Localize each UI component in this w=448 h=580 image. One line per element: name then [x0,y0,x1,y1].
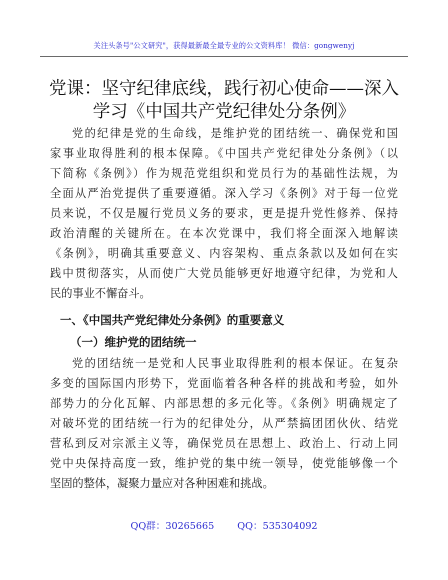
title-line-2: 学习《中国共产党纪律处分条例》 [92,102,356,122]
qq-number: QQ：535304092 [237,521,318,532]
section-heading: 一、《中国共产党纪律处分条例》的重要意义 [60,313,285,327]
qq-group: QQ群：30265665 [130,521,215,532]
paragraph-line: 营私到反对宗派主义等，确保党员在思想上、政治上、行动上同 [50,437,398,450]
footer-contact [40,518,408,532]
paragraph-line: 民的事业不懈奋斗。 [50,287,151,300]
paragraph-line: 党中央保持高度一致，维护党的集中统一领导，使党能够像一个 [50,457,398,470]
paragraph-line: 践中贯彻落实，从而使广大党员能够更好地遵守纪律，为党和人 [50,267,398,280]
paragraph-line: 《条例》，明确其重要意义、内容架构、重点条款以及如何在实 [50,247,398,260]
paragraph-line: 对破坏党的团结统一行为的纪律处分，从严禁搞团团伙伙、结党 [50,417,398,430]
header-notice: 关注头条号"公文研究"，获得最新最全最专业的公文资料库！ 微信：gongwenyj [93,41,355,50]
paragraph-line: 部势力的分化瓦解、内部思想的多元化等。《条例》明确规定了 [50,397,398,410]
paragraph-line: 全面从严治党提供了重要遵循。深入学习《条例》对于每一位党 [50,187,398,200]
paragraph-line: 家事业取得胜利的根本保障。《中国共产党纪律处分条例》（以 [50,147,398,160]
paragraph-line: 政治清醒的关键所在。在本次党课中，我们将全面深入地解读 [50,227,398,240]
unity-paragraph [50,354,398,494]
paragraph-line: 员来说，不仅是履行党员义务的要求，更是提升党性修养、保持 [50,207,398,220]
paragraph-line: 党的纪律是党的生命线，是维护党的团结统一、确保党和国 [72,127,398,140]
document-title [48,78,400,124]
paragraph-line: 党的团结统一是党和人民事业取得胜利的根本保证。在复杂 [72,357,398,370]
paragraph-line: 坚固的整体，凝聚力量应对各种困难和挑战。 [50,477,274,490]
paragraph-line: 下简称《条例》）作为规范党组织和党员行为的基础性法规，为 [50,167,398,180]
title-line-1: 党课：坚守纪律底线，践行初心使命——深入 [49,79,399,99]
subsection-heading: （一）维护党的团结统一 [70,335,197,349]
intro-paragraph [50,124,398,304]
paragraph-line: 多变的国际国内形势下，党面临着各种各样的挑战和考验，如外 [50,377,398,390]
header-divider [40,56,408,57]
